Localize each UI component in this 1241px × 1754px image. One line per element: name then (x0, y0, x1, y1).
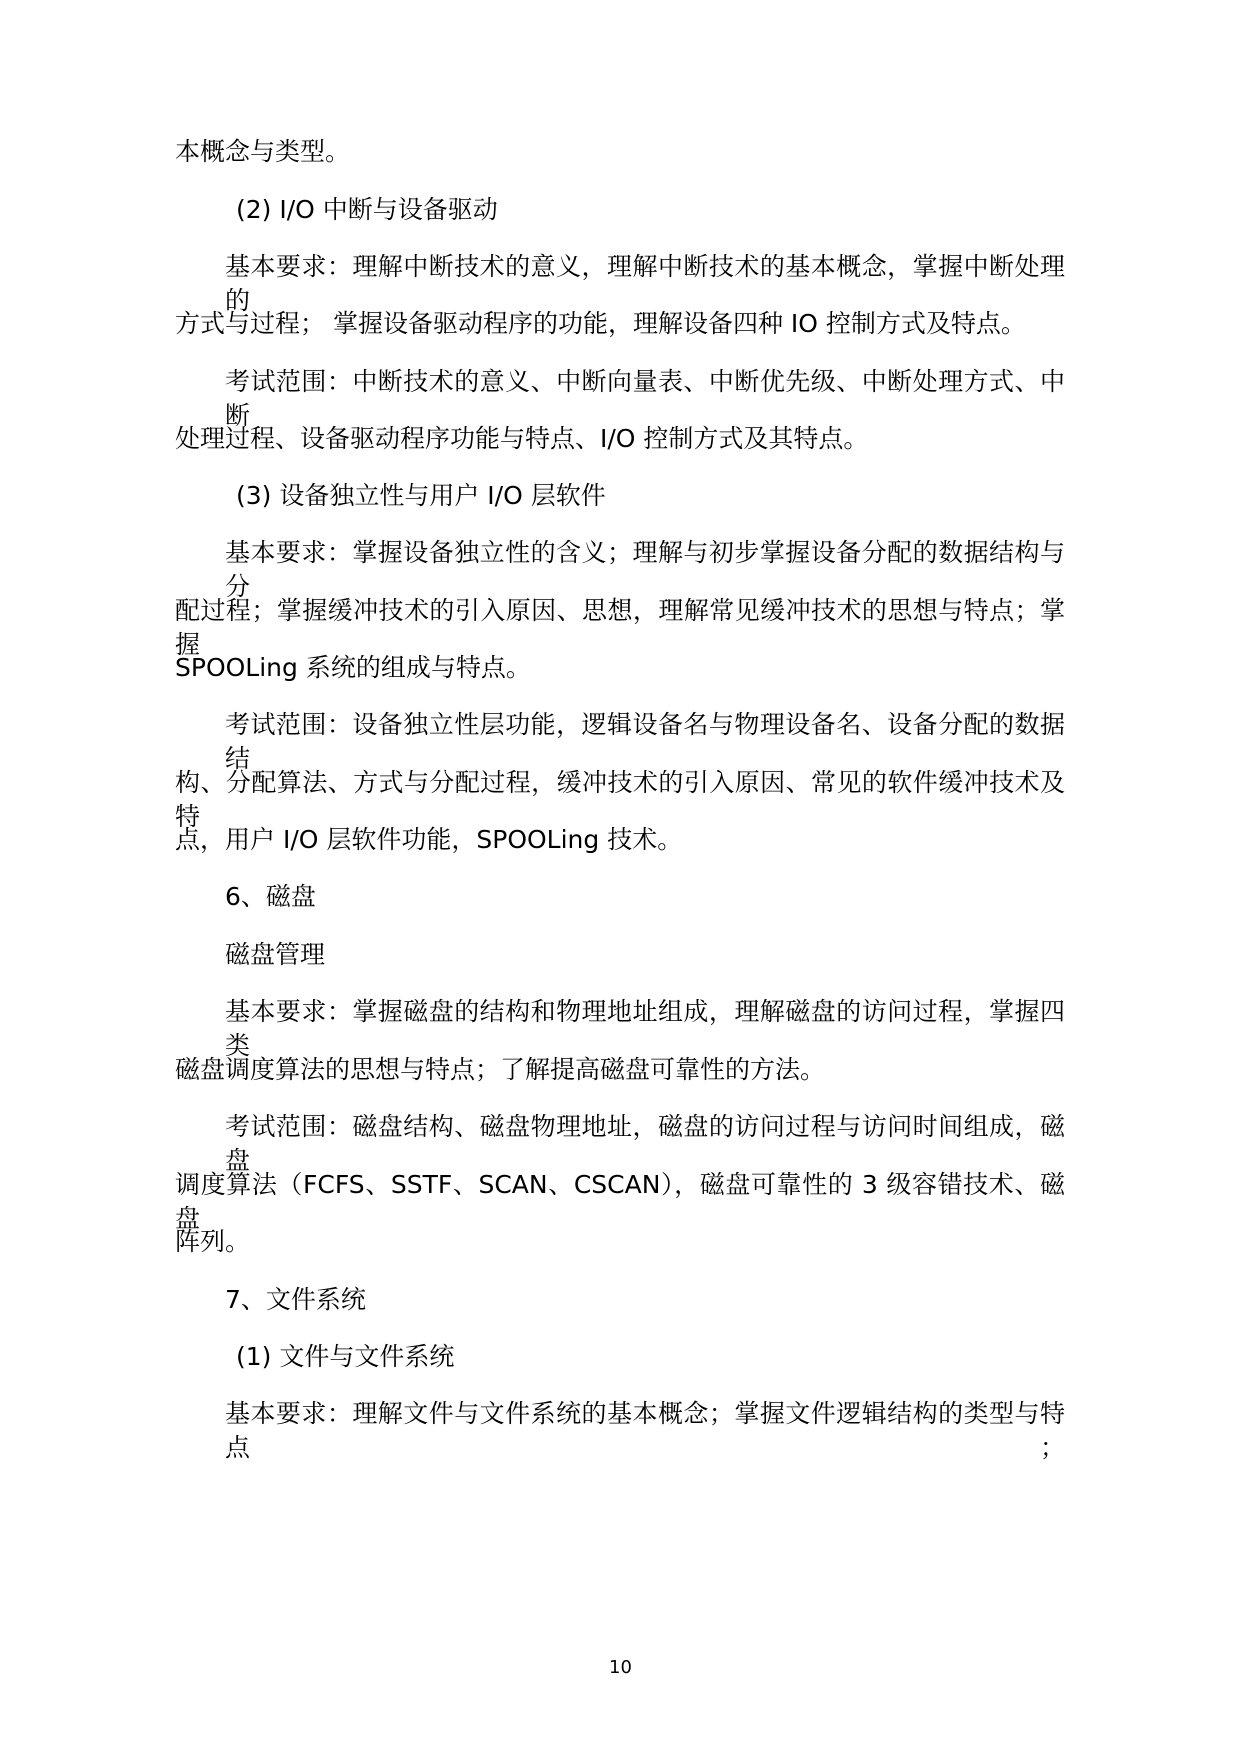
text-line: 本概念与类型。 (175, 137, 351, 166)
text-line: SPOOLing 系统的组成与特点。 (175, 653, 531, 682)
text-line: 基本要求：掌握磁盘的结构和物理地址组成，理解磁盘的访问过程，掌握四类 (225, 997, 1065, 1060)
text-line: 阵列。 (175, 1227, 251, 1256)
text-line: 考试范围：设备独立性层功能，逻辑设备名与物理设备名、设备分配的数据结 (225, 710, 1065, 773)
chapter-heading: 7、文件系统 (225, 1285, 366, 1314)
text-line: 基本要求：掌握设备独立性的含义；理解与初步掌握设备分配的数据结构与分 (225, 538, 1065, 601)
text-line: 方式与过程； 掌握设备驱动程序的功能，理解设备四种 IO 控制方式及特点。 (175, 309, 1026, 338)
text-line: 磁盘调度算法的思想与特点；了解提高磁盘可靠性的方法。 (175, 1055, 826, 1084)
page-number: 10 (609, 1657, 632, 1678)
text-line: 基本要求：理解文件与文件系统的基本概念；掌握文件逻辑结构的类型与特点； (225, 1399, 1065, 1462)
section-heading: (2) I/O 中断与设备驱动 (236, 195, 498, 224)
text-line: 基本要求：理解中断技术的意义，理解中断技术的基本概念，掌握中断处理的 (225, 252, 1065, 315)
text-line: 考试范围：中断技术的意义、中断向量表、中断优先级、中断处理方式、中断 (225, 367, 1065, 430)
subsection-heading: 磁盘管理 (225, 940, 326, 969)
text-line: 构、分配算法、方式与分配过程，缓冲技术的引入原因、常见的软件缓冲技术及特 (175, 768, 1065, 831)
section-heading: (1) 文件与文件系统 (236, 1342, 455, 1371)
text-line: 调度算法（FCFS、SSTF、SCAN、CSCAN），磁盘可靠性的 3 级容错技术、磁盘 (175, 1170, 1065, 1233)
text-line: 配过程；掌握缓冲技术的引入原因、思想，理解常见缓冲技术的思想与特点；掌握 (175, 596, 1065, 659)
text-line: 考试范围：磁盘结构、磁盘物理地址，磁盘的访问过程与访问时间组成，磁盘 (225, 1112, 1065, 1175)
text-line: 处理过程、设备驱动程序功能与特点、I/O 控制方式及其特点。 (175, 424, 869, 453)
chapter-heading: 6、磁盘 (225, 882, 316, 911)
section-heading: (3) 设备独立性与用户 I/O 层软件 (236, 481, 606, 510)
text-line: 点，用户 I/O 层软件功能，SPOOLing 技术。 (175, 825, 683, 854)
